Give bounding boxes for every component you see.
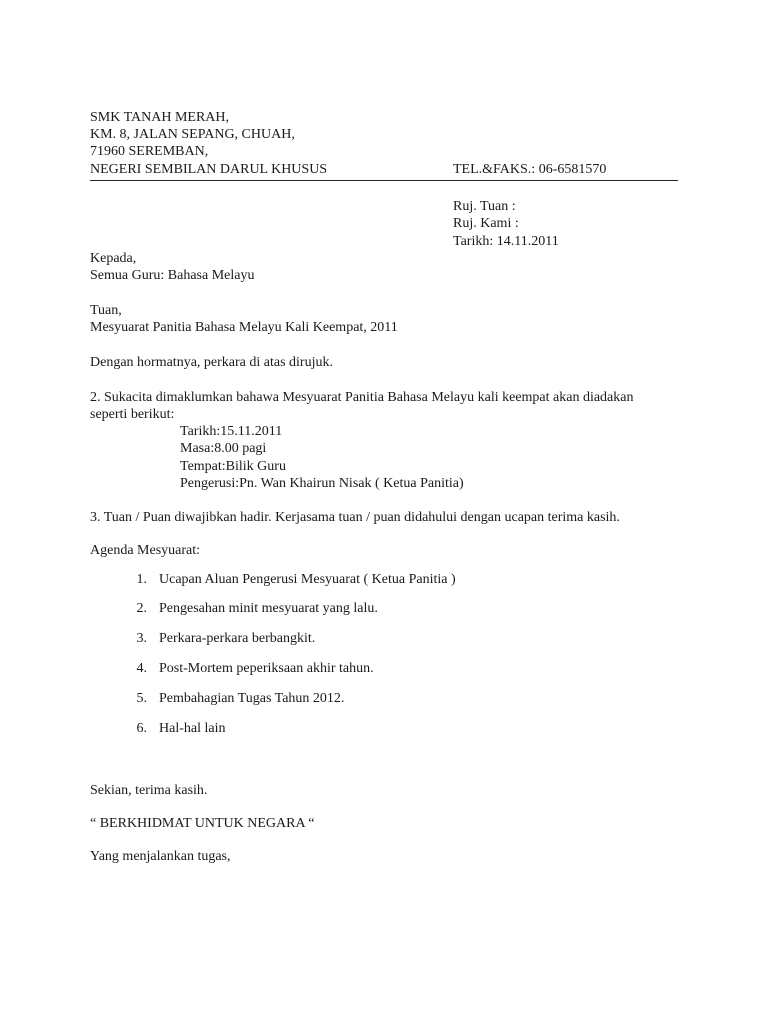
paragraph-2-line-2: seperti berikut: bbox=[90, 407, 175, 422]
ruj-kami: Ruj. Kami : bbox=[453, 216, 519, 231]
address-line-2: 71960 SEREMBAN, bbox=[90, 144, 209, 159]
signoff: Yang menjalankan tugas, bbox=[90, 849, 231, 864]
detail-pengerusi: Pengerusi:Pn. Wan Khairun Nisak ( Ketua Panitia) bbox=[180, 476, 464, 491]
agenda-item-number: 1. bbox=[136, 572, 147, 587]
school-name: SMK TANAH MERAH, bbox=[90, 110, 230, 125]
agenda-item-number: 5. bbox=[136, 691, 147, 706]
agenda-item-text: Perkara-perkara berbangkit. bbox=[159, 631, 316, 646]
agenda-item-number: 6. bbox=[136, 721, 147, 736]
agenda-item-text: Hal-hal lain bbox=[159, 721, 226, 736]
salutation: Tuan, bbox=[90, 303, 122, 318]
agenda-item-text: Ucapan Aluan Pengerusi Mesyuarat ( Ketua Panitia ) bbox=[159, 572, 456, 587]
agenda-item-text: Pembahagian Tugas Tahun 2012. bbox=[159, 691, 345, 706]
contact-number: TEL.&FAKS.: 06-6581570 bbox=[453, 162, 607, 177]
letter-date: Tarikh: 14.11.2011 bbox=[453, 234, 559, 249]
agenda-item-number: 3. bbox=[136, 631, 147, 646]
subject-line: Mesyuarat Panitia Bahasa Melayu Kali Keempat, 2011 bbox=[90, 320, 398, 335]
ruj-tuan: Ruj. Tuan : bbox=[453, 199, 516, 214]
paragraph-2-line-1: 2. Sukacita dimaklumkan bahawa Mesyuarat Panitia Bahasa Melayu kali keempat akan diadakan bbox=[90, 390, 634, 405]
paragraph-3: 3. Tuan / Puan diwajibkan hadir. Kerjasama tuan / puan didahului dengan ucapan terima kasih. bbox=[90, 510, 620, 525]
detail-masa: Masa:8.00 pagi bbox=[180, 441, 267, 456]
agenda-item-number: 2. bbox=[136, 601, 147, 616]
motto: “ BERKHIDMAT UNTUK NEGARA “ bbox=[90, 816, 315, 831]
recipient-name: Semua Guru: Bahasa Melayu bbox=[90, 268, 255, 283]
header-divider bbox=[90, 180, 678, 181]
detail-tempat: Tempat:Bilik Guru bbox=[180, 459, 286, 474]
address-state: NEGERI SEMBILAN DARUL KHUSUS bbox=[90, 162, 328, 177]
agenda-heading: Agenda Mesyuarat: bbox=[90, 543, 201, 558]
agenda-item-text: Pengesahan minit mesyuarat yang lalu. bbox=[159, 601, 378, 616]
address-line-1: KM. 8, JALAN SEPANG, CHUAH, bbox=[90, 127, 295, 142]
closing-line: Sekian, terima kasih. bbox=[90, 783, 208, 798]
agenda-item-text: Post-Mortem peperiksaan akhir tahun. bbox=[159, 661, 374, 676]
agenda-item-number: 4. bbox=[136, 661, 147, 676]
paragraph-1: Dengan hormatnya, perkara di atas dirujuk. bbox=[90, 355, 333, 370]
kepada-label: Kepada, bbox=[90, 251, 137, 266]
detail-tarikh: Tarikh:15.11.2011 bbox=[180, 424, 283, 439]
